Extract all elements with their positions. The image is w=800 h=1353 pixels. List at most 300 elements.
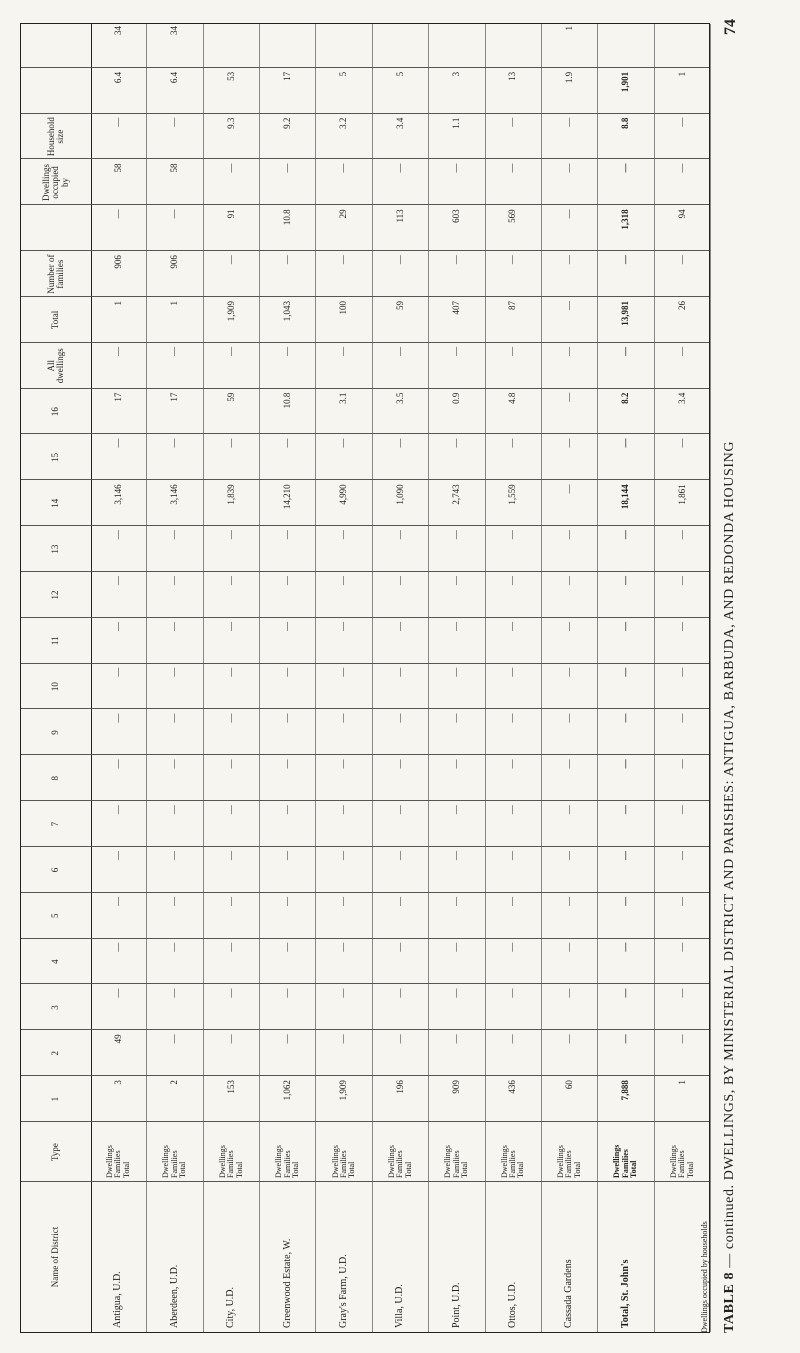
row-type-label: Dwellings: [274, 1145, 284, 1178]
table-cell: —: [338, 851, 349, 861]
table-cell: —: [169, 1034, 180, 1044]
table-cell: 1,901: [620, 71, 631, 93]
header-cell: 5: [50, 913, 61, 919]
row-type-labels: [147, 1122, 202, 1182]
table-cell: —: [563, 117, 574, 127]
table-cell: —: [282, 805, 293, 815]
row-type-label: Total: [234, 1161, 244, 1178]
column-rule: [21, 984, 709, 985]
table-cell: —: [620, 988, 631, 998]
table-cell: —: [282, 713, 293, 723]
table-cell: 49: [112, 1034, 123, 1044]
table-cell: —: [282, 667, 293, 677]
table-cell: —: [225, 667, 236, 677]
table-row: [316, 24, 372, 1332]
table-row: [147, 24, 203, 1332]
header-cell: 11: [50, 636, 61, 646]
table-cell: —: [620, 942, 631, 952]
table-cell: —: [112, 530, 123, 540]
table-cell: —: [451, 576, 462, 586]
row-type-label: Families: [677, 1150, 687, 1178]
table-cell: —: [394, 530, 405, 540]
table-cell: 1: [563, 26, 574, 31]
table-cell: 1,090: [394, 484, 405, 505]
table-row: [486, 24, 542, 1332]
table-cell: —: [169, 346, 180, 356]
header-cell: All dwellings: [45, 348, 65, 384]
table-cell: —: [563, 621, 574, 631]
table-row: [260, 24, 316, 1332]
table-cell: —: [676, 851, 687, 861]
table-cell: —: [394, 851, 405, 861]
table-cell: —: [338, 576, 349, 586]
table-cell: 3.1: [338, 392, 349, 404]
table-cell: —: [282, 1034, 293, 1044]
table-cell: —: [507, 530, 518, 540]
table-cell: —: [451, 667, 462, 677]
column-rule: [21, 67, 709, 68]
table-cell: —: [169, 530, 180, 540]
table-cell: —: [338, 438, 349, 448]
table-cell: —: [451, 255, 462, 265]
row-type-labels: [598, 1122, 653, 1182]
table-cell: —: [620, 438, 631, 448]
table-cell: 59: [225, 392, 236, 402]
header-cell-type: Type: [50, 1143, 61, 1161]
table-cell: —: [225, 576, 236, 586]
table-cell: 1,043: [282, 301, 293, 322]
column-rule: [21, 434, 709, 435]
row-type-label: Dwellings: [217, 1145, 227, 1178]
table-cell: —: [676, 988, 687, 998]
table-cell: —: [225, 713, 236, 723]
table-cell: —: [112, 667, 123, 677]
table-cell: 603: [451, 209, 462, 223]
table-cell: 407: [451, 301, 462, 315]
table-cell: —: [112, 209, 123, 219]
table-cell: —: [338, 346, 349, 356]
table-cell: —: [451, 163, 462, 173]
header-cell-name: Name of District: [50, 1226, 61, 1288]
table-cell: —: [169, 438, 180, 448]
table-cell: —: [169, 209, 180, 219]
row-type-label: Total: [516, 1161, 526, 1178]
table-number: TABLE 8: [722, 1271, 737, 1333]
table-cell: 6.4: [169, 71, 180, 84]
table-cell: —: [225, 530, 236, 540]
table-cell: 1,861: [676, 484, 687, 505]
table-cell: —: [225, 438, 236, 448]
row-type-label: Total: [460, 1161, 470, 1178]
table-cell: 17: [282, 71, 293, 81]
table-cell: 113: [394, 209, 405, 223]
table-cell: —: [563, 209, 574, 219]
header-cell: Dwellings occupied by: [40, 163, 70, 201]
table-cell: —: [169, 621, 180, 631]
row-type-label: Total: [290, 1161, 300, 1178]
table-cell: 29: [338, 209, 349, 219]
row-type-label: Families: [564, 1150, 574, 1178]
table-cell: —: [394, 759, 405, 769]
table-cell: —: [112, 896, 123, 906]
table-cell: —: [112, 805, 123, 815]
table-cell: —: [112, 851, 123, 861]
table-cell: —: [563, 896, 574, 906]
table-cell: —: [563, 530, 574, 540]
row-type-label: Families: [282, 1150, 292, 1178]
table-cell: —: [676, 713, 687, 723]
column-rule: [21, 525, 709, 526]
table-cell: 906: [169, 255, 180, 269]
header-cell: 10: [50, 682, 61, 692]
table-cell: —: [282, 621, 293, 631]
table-cell: —: [282, 896, 293, 906]
column-rule: [21, 342, 709, 343]
row-type-labels: [486, 1122, 541, 1182]
header-cell: 2: [50, 1051, 61, 1056]
table-cell: —: [394, 667, 405, 677]
header-cell: 1: [50, 1096, 61, 1102]
table-cell: 1,559: [507, 484, 518, 505]
table-cell: —: [620, 255, 631, 265]
row-type-label: Total: [685, 1161, 695, 1178]
table-cell: 1.9: [563, 71, 574, 84]
table-cell: 1,062: [282, 1080, 293, 1101]
table-cell: 100: [338, 301, 349, 315]
table-cell: —: [394, 163, 405, 173]
table-cell: —: [112, 759, 123, 769]
table-cell: —: [112, 438, 123, 448]
table-cell: 1.1: [451, 117, 462, 129]
table-cell: —: [338, 1034, 349, 1044]
table-cell: —: [225, 805, 236, 815]
row-type-label: Total: [178, 1161, 188, 1178]
column-rule: [21, 663, 709, 664]
table-cell: 909: [451, 1080, 462, 1094]
table-cell: —: [563, 438, 574, 448]
table-cell: —: [563, 713, 574, 723]
table-cell: —: [620, 667, 631, 677]
table-cell: —: [169, 805, 180, 815]
column-rule: [21, 846, 709, 847]
table-cell: —: [225, 759, 236, 769]
table-cell: —: [620, 530, 631, 540]
table-cell: —: [676, 1034, 687, 1044]
table-cell: —: [620, 163, 631, 173]
table-cell: —: [169, 759, 180, 769]
table-cell: —: [676, 438, 687, 448]
header-cell: 3: [50, 1005, 61, 1010]
table-cell: —: [620, 759, 631, 769]
table-cell: —: [620, 621, 631, 631]
table-cell: —: [676, 805, 687, 815]
table-cell: —: [676, 163, 687, 173]
table-cell: —: [394, 1034, 405, 1044]
table-cell: 3: [451, 71, 462, 77]
table-cell: —: [563, 576, 574, 586]
table-cell: —: [112, 346, 123, 356]
row-district-name: Aberdeen, U.D.: [168, 1264, 180, 1328]
table-cell: —: [620, 851, 631, 861]
table-cell: 1: [676, 1080, 687, 1085]
table-cell: 7,888: [620, 1080, 631, 1101]
header-cell: [21, 205, 91, 251]
table-cell: 94: [676, 209, 687, 219]
table-cell: —: [676, 576, 687, 586]
row-type-label: Dwellings: [556, 1145, 565, 1178]
table-cell: —: [225, 1034, 236, 1044]
table-cell: —: [169, 896, 180, 906]
table-cell: 8.8: [620, 117, 631, 129]
row-type-label: Total: [347, 1161, 357, 1178]
table-cell: —: [394, 621, 405, 631]
header-cell: 14: [50, 498, 61, 508]
table-cell: 196: [394, 1080, 405, 1094]
table-cell: 13,981: [620, 301, 631, 326]
table-cell: —: [620, 713, 631, 723]
table-cell: —: [282, 530, 293, 540]
table-cell: —: [112, 988, 123, 998]
table-cell: —: [225, 896, 236, 906]
table-cell: —: [507, 942, 518, 952]
table-cell: —: [451, 346, 462, 356]
table-cell: —: [507, 576, 518, 586]
column-rule: [21, 800, 709, 801]
table-cell: 18,144: [620, 484, 631, 510]
table-cell: —: [563, 484, 574, 494]
row-district-name: Cassada Gardens: [563, 1259, 575, 1328]
row-type-label: Families: [451, 1150, 461, 1178]
column-rule: [21, 571, 709, 572]
table-cell: 4,990: [338, 484, 349, 505]
table-cell: —: [507, 621, 518, 631]
table-cell: —: [394, 438, 405, 448]
table-cell: —: [338, 530, 349, 540]
table-cell: —: [451, 713, 462, 723]
column-rule: [21, 892, 709, 893]
table-cell: 26: [676, 301, 687, 311]
row-district-name: City, U.D.: [225, 1286, 237, 1328]
table-cell: 34: [169, 26, 180, 36]
header-cell: 9: [50, 730, 61, 735]
table-cell: —: [225, 163, 236, 173]
data-table: [20, 23, 710, 1333]
table-cell: —: [169, 576, 180, 586]
table-row: [429, 24, 485, 1332]
table-cell: —: [507, 805, 518, 815]
table-cell: 3.4: [676, 392, 687, 404]
row-district-name: Antigua, U.D.: [112, 1271, 124, 1328]
table-cell: —: [563, 346, 574, 356]
table-cell: 9.3: [225, 117, 236, 129]
table-cell: —: [620, 1034, 631, 1044]
row-type-label: Families: [395, 1150, 405, 1178]
table-cell: 0.9: [451, 392, 462, 404]
table-cell: —: [282, 346, 293, 356]
table-note: Dwellings occupied by households: [700, 1221, 709, 1333]
table-cell: 91: [225, 209, 236, 219]
table-cell: —: [507, 255, 518, 265]
table-cell: —: [169, 117, 180, 127]
table-cell: —: [169, 988, 180, 998]
table-cell: 60: [563, 1080, 574, 1090]
table-cell: 9.2: [282, 117, 293, 129]
table-cell: 10.8: [282, 392, 293, 409]
table-cell: —: [451, 1034, 462, 1044]
table-cell: —: [620, 576, 631, 586]
row-type-label: Families: [169, 1150, 179, 1178]
table-cell: —: [112, 621, 123, 631]
table-cell: 3.4: [394, 117, 405, 129]
column-rule: [21, 113, 709, 114]
header-cell: Household size: [45, 117, 65, 157]
table-cell: 2,743: [451, 484, 462, 505]
row-district-name: Gray's Farm, U.D.: [337, 1254, 349, 1328]
table-cell: —: [112, 117, 123, 127]
table-cell: —: [338, 621, 349, 631]
table-cell: —: [563, 392, 574, 402]
table-cell: —: [394, 942, 405, 952]
table-cell: —: [225, 851, 236, 861]
row-type-label: Total: [629, 1160, 639, 1178]
table-cell: 8.2: [620, 392, 631, 404]
table-cell: 3,146: [169, 484, 180, 505]
row-district-name: Ottos, U.D.: [506, 1281, 518, 1328]
column-rule: [21, 754, 709, 755]
row-type-label: Total: [572, 1161, 582, 1178]
header-cell: 6: [50, 867, 61, 873]
table-cell: —: [225, 255, 236, 265]
table-cell: —: [563, 942, 574, 952]
table-cell: —: [563, 163, 574, 173]
table-cell: 34: [112, 26, 123, 36]
table-cell: —: [620, 346, 631, 356]
row-district-name: Point, U.D.: [450, 1282, 462, 1328]
header-cell: 7: [50, 821, 61, 827]
table-cell: —: [451, 942, 462, 952]
row-type-label: Dwellings: [668, 1145, 678, 1178]
header-cell: Number of families: [45, 254, 65, 294]
table-cell: 5: [338, 71, 349, 77]
table-cell: —: [451, 896, 462, 906]
table-cell: —: [676, 346, 687, 356]
header-cell: 12: [50, 590, 61, 600]
table-cell: —: [507, 1034, 518, 1044]
row-type-labels: [260, 1122, 315, 1182]
table-cell: 153: [225, 1080, 236, 1094]
header-cell: 16: [50, 407, 61, 417]
row-type-label: Dwellings: [499, 1145, 509, 1178]
table-cell: —: [507, 759, 518, 769]
table-cell: 1: [112, 301, 123, 306]
table-cell: 3.5: [394, 392, 405, 404]
table-cell: 1,909: [225, 301, 236, 322]
row-type-label: Families: [338, 1150, 348, 1178]
row-type-labels: [429, 1122, 484, 1182]
column-rule: [21, 1075, 709, 1076]
header-cell: [21, 68, 91, 114]
table-cell: —: [338, 713, 349, 723]
table-cell: 58: [112, 163, 123, 173]
row-type-label: Families: [508, 1150, 518, 1178]
table-cell: 10.8: [282, 209, 293, 226]
table-cell: —: [225, 942, 236, 952]
table-row: [655, 24, 711, 1332]
row-type-labels: [373, 1122, 428, 1182]
table-cell: —: [282, 438, 293, 448]
table-cell: —: [451, 988, 462, 998]
row-type-label: Total: [403, 1161, 413, 1178]
table-cell: —: [507, 346, 518, 356]
table-cell: —: [620, 805, 631, 815]
column-rule: [21, 1121, 709, 1122]
table-cell: —: [507, 713, 518, 723]
table-cell: —: [394, 346, 405, 356]
table-cell: —: [169, 713, 180, 723]
table-cell: 1,318: [620, 209, 631, 230]
table-cell: —: [282, 988, 293, 998]
table-cell: —: [507, 163, 518, 173]
table-cell: —: [394, 988, 405, 998]
table-cell: 4.8: [507, 392, 518, 404]
table-cell: —: [676, 896, 687, 906]
table-cell: —: [225, 346, 236, 356]
table-cell: —: [282, 759, 293, 769]
table-cell: —: [338, 805, 349, 815]
table-row: [598, 24, 654, 1332]
table-cell: —: [338, 163, 349, 173]
table-cell: 14,210: [282, 484, 293, 510]
table-cell: —: [451, 851, 462, 861]
table-cell: —: [451, 530, 462, 540]
table-cell: —: [563, 301, 574, 311]
column-rule: [21, 1181, 709, 1182]
row-district-name: Total, St. John's: [619, 1259, 631, 1328]
row-type-label: Dwellings: [330, 1145, 340, 1178]
table-cell: —: [507, 667, 518, 677]
table-row: [91, 24, 147, 1332]
column-rule: [21, 709, 709, 710]
table-cell: —: [620, 896, 631, 906]
row-district-name: Greenwood Estate, W.: [281, 1238, 293, 1328]
table-cell: —: [451, 805, 462, 815]
table-cell: —: [563, 1034, 574, 1044]
row-type-labels: [316, 1122, 371, 1182]
table-cell: 1: [676, 71, 687, 77]
column-rule: [21, 250, 709, 251]
table-cell: —: [169, 667, 180, 677]
table-cell: —: [112, 576, 123, 586]
table-cell: —: [338, 667, 349, 677]
column-rule: [21, 159, 709, 160]
table-cell: —: [338, 988, 349, 998]
row-type-label: Dwellings: [105, 1145, 115, 1178]
table-cell: —: [507, 438, 518, 448]
header-cell: 4: [50, 959, 61, 964]
table-cell: —: [394, 713, 405, 723]
table-cell: 3,146: [112, 484, 123, 505]
table-cell: —: [676, 255, 687, 265]
table-cell: —: [169, 942, 180, 952]
row-type-labels: [655, 1122, 710, 1182]
table-cell: —: [507, 896, 518, 906]
header-cell: [21, 22, 91, 68]
table-cell: —: [676, 942, 687, 952]
table-cell: —: [169, 851, 180, 861]
table-cell: —: [394, 576, 405, 586]
table-cell: 2: [169, 1080, 180, 1085]
row-type-labels: [542, 1122, 597, 1182]
